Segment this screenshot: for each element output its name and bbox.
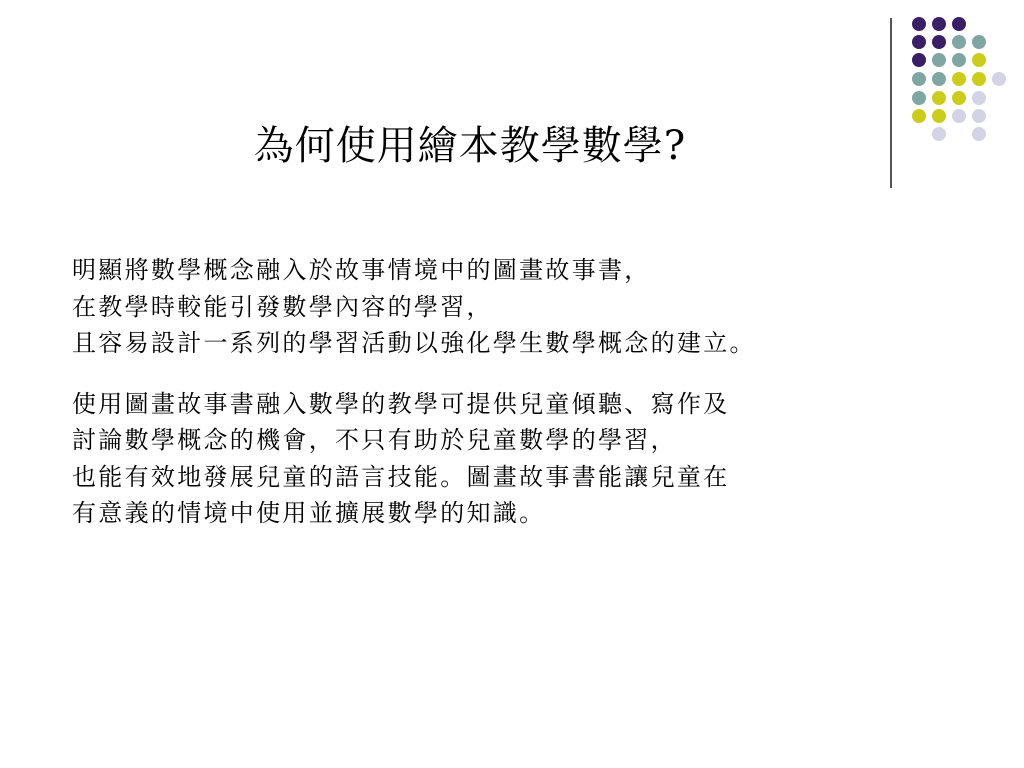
decorative-dot xyxy=(912,35,926,49)
decorative-dot xyxy=(952,72,966,86)
decorative-dot xyxy=(932,91,946,105)
paragraph-1 xyxy=(72,252,972,362)
decorative-dot xyxy=(912,17,926,31)
paragraph-2 xyxy=(72,386,972,532)
decorative-dot xyxy=(952,35,966,49)
decorative-dot xyxy=(972,109,986,123)
decorative-dot xyxy=(912,53,926,67)
decorative-dot xyxy=(952,109,966,123)
paragraph-line: 使用圖畫故事書融入數學的教學可提供兒童傾聽、寫作及 xyxy=(72,389,730,418)
slide-title: 為何使用繪本教學數學? xyxy=(253,123,687,169)
paragraph-line: 在教學時較能引發數學內容的學習， xyxy=(72,292,493,321)
paragraph-line: 且容易設計一系列的學習活動以強化學生數學概念的建立。 xyxy=(72,329,756,357)
decorative-dot xyxy=(952,91,966,105)
decorative-dot xyxy=(972,53,986,67)
decorative-dot xyxy=(952,53,966,67)
decorative-dot xyxy=(912,72,926,86)
paragraph-line: 明顯將數學概念融入於故事情境中的圖畫故事書， xyxy=(72,256,651,284)
decorative-dot xyxy=(972,91,986,105)
decorative-dot xyxy=(932,53,946,67)
decorative-dot xyxy=(952,17,966,31)
slide-body xyxy=(72,252,972,556)
decorative-dot xyxy=(992,72,1006,86)
paragraph-line: 也能有效地發展兒童的語言技能。圖畫故事書能讓兒童在 xyxy=(72,462,730,491)
paragraph-line: 討論數學概念的機會，不只有助於兒童數學的學習， xyxy=(72,426,677,454)
decorative-dot xyxy=(972,127,986,141)
decorative-dot xyxy=(932,35,946,49)
decorative-dot xyxy=(932,72,946,86)
decorative-dot xyxy=(972,72,986,86)
paragraph-line: 有意義的情境中使用並擴展數學的知識。 xyxy=(72,499,546,527)
decorative-dot xyxy=(912,91,926,105)
decorative-dot xyxy=(932,17,946,31)
decorative-dot xyxy=(972,35,986,49)
